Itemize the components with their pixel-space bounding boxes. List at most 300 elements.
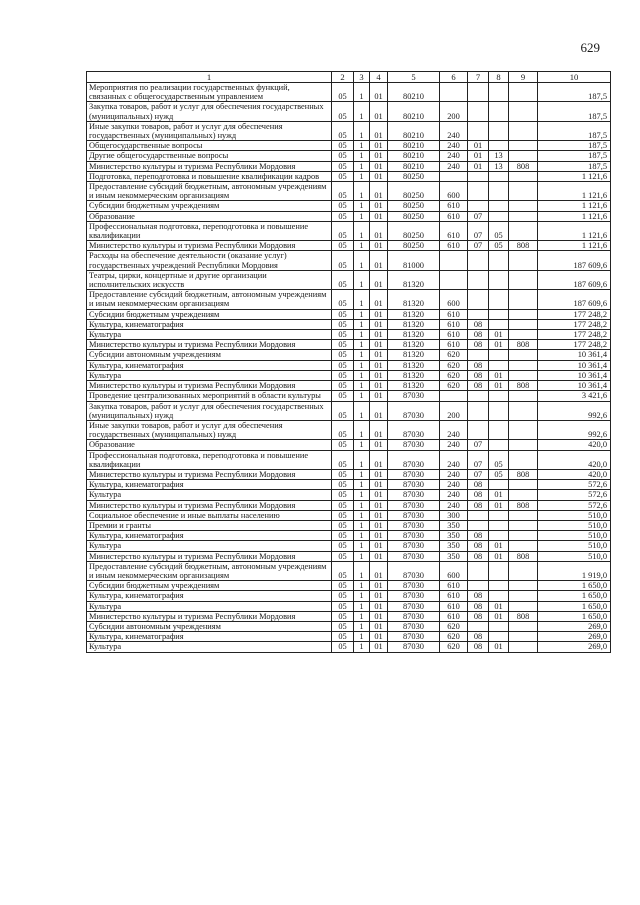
cell-name: Министерство культуры и туризма Республики Мордовия (87, 551, 332, 561)
cell-name: Социальное обеспечение и иные выплаты населению (87, 510, 332, 520)
cell-code-subsection: 05 (489, 241, 509, 251)
cell-code-program: 05 (332, 520, 354, 530)
cell-code-subprogram: 1 (354, 182, 370, 201)
cell-code-subsection (489, 270, 509, 289)
table-row (87, 480, 611, 490)
header-cell-code-main-event: 4 (370, 72, 388, 83)
cell-code-subprogram: 1 (354, 161, 370, 171)
table-row (87, 340, 611, 350)
cell-code-ministry: 808 (509, 241, 538, 251)
cell-name: Культура (87, 330, 332, 340)
cell-code-subsection (489, 171, 509, 181)
cell-code-direction: 81320 (388, 350, 440, 360)
cell-code-program: 05 (332, 561, 354, 580)
cell-amount: 1 121,6 (538, 211, 611, 221)
cell-code-direction: 81320 (388, 309, 440, 319)
cell-code-subprogram: 1 (354, 469, 370, 479)
cell-amount: 1 121,6 (538, 241, 611, 251)
table-row (87, 469, 611, 479)
cell-code-expense-type: 350 (440, 531, 468, 541)
cell-code-program: 05 (332, 591, 354, 601)
cell-code-program: 05 (332, 450, 354, 469)
cell-code-main-event: 01 (370, 102, 388, 121)
cell-code-subsection (489, 102, 509, 121)
cell-code-main-event: 01 (370, 83, 388, 102)
table-row (87, 401, 611, 420)
cell-code-expense-type: 620 (440, 632, 468, 642)
table-row (87, 270, 611, 289)
cell-code-ministry (509, 601, 538, 611)
cell-code-ministry (509, 621, 538, 631)
cell-code-main-event: 01 (370, 161, 388, 171)
cell-code-subsection: 05 (489, 221, 509, 240)
cell-code-subsection (489, 401, 509, 420)
cell-code-expense-type: 620 (440, 360, 468, 370)
cell-code-ministry (509, 221, 538, 240)
cell-code-main-event: 01 (370, 171, 388, 181)
cell-code-ministry (509, 350, 538, 360)
table-header-row (87, 72, 611, 83)
cell-code-direction: 87030 (388, 561, 440, 580)
cell-code-expense-type: 240 (440, 420, 468, 439)
cell-amount: 1 650,0 (538, 601, 611, 611)
cell-code-direction: 81320 (388, 330, 440, 340)
cell-amount: 177 248,2 (538, 340, 611, 350)
cell-code-section: 08 (468, 360, 489, 370)
cell-code-subprogram: 1 (354, 601, 370, 611)
cell-code-subprogram: 1 (354, 420, 370, 439)
cell-code-expense-type: 350 (440, 520, 468, 530)
cell-code-main-event: 01 (370, 221, 388, 240)
table-row (87, 541, 611, 551)
cell-code-subprogram: 1 (354, 121, 370, 140)
table-row (87, 531, 611, 541)
cell-code-ministry (509, 401, 538, 420)
cell-name: Культура (87, 642, 332, 652)
cell-code-direction: 80250 (388, 201, 440, 211)
cell-code-main-event: 01 (370, 531, 388, 541)
cell-code-subprogram: 1 (354, 102, 370, 121)
cell-name: Министерство культуры и туризма Республики Мордовия (87, 500, 332, 510)
cell-name: Министерство культуры и туризма Республики Мордовия (87, 241, 332, 251)
cell-code-subsection: 05 (489, 469, 509, 479)
cell-code-main-event: 01 (370, 581, 388, 591)
cell-name: Культура, кинематография (87, 360, 332, 370)
cell-code-ministry: 808 (509, 469, 538, 479)
cell-code-ministry (509, 541, 538, 551)
cell-amount: 177 248,2 (538, 319, 611, 329)
cell-name: Предоставление субсидий бюджетным, автономным учреждениям и иным некоммерческим организациям (87, 561, 332, 580)
cell-code-program: 05 (332, 551, 354, 561)
cell-amount: 510,0 (538, 510, 611, 520)
cell-code-expense-type: 610 (440, 340, 468, 350)
table-row (87, 591, 611, 601)
cell-code-expense-type: 610 (440, 309, 468, 319)
cell-amount: 10 361,4 (538, 350, 611, 360)
cell-code-subprogram: 1 (354, 551, 370, 561)
cell-code-program: 05 (332, 401, 354, 420)
table-row (87, 642, 611, 652)
cell-code-subprogram: 1 (354, 83, 370, 102)
cell-code-direction: 81320 (388, 381, 440, 391)
cell-code-expense-type: 610 (440, 611, 468, 621)
table-row (87, 510, 611, 520)
cell-name: Закупка товаров, работ и услуг для обеспечения государственных (муниципальных) нужд (87, 102, 332, 121)
cell-amount: 187,5 (538, 121, 611, 140)
cell-code-expense-type: 600 (440, 182, 468, 201)
table-row (87, 551, 611, 561)
cell-code-main-event: 01 (370, 490, 388, 500)
cell-code-section (468, 102, 489, 121)
cell-name: Субсидии бюджетным учреждениям (87, 309, 332, 319)
cell-code-subsection (489, 360, 509, 370)
cell-code-section (468, 201, 489, 211)
cell-code-subprogram: 1 (354, 490, 370, 500)
cell-amount: 10 361,4 (538, 360, 611, 370)
cell-code-ministry (509, 391, 538, 401)
cell-code-main-event: 01 (370, 440, 388, 450)
table-row (87, 221, 611, 240)
cell-code-direction: 87030 (388, 510, 440, 520)
cell-code-direction: 87030 (388, 591, 440, 601)
cell-code-main-event: 01 (370, 632, 388, 642)
cell-name: Министерство культуры и туризма Республики Мордовия (87, 611, 332, 621)
cell-code-direction: 87030 (388, 480, 440, 490)
cell-code-program: 05 (332, 601, 354, 611)
cell-code-subprogram: 1 (354, 510, 370, 520)
cell-code-expense-type (440, 270, 468, 289)
cell-code-main-event: 01 (370, 420, 388, 439)
cell-code-expense-type: 300 (440, 510, 468, 520)
cell-code-ministry (509, 480, 538, 490)
cell-code-program: 05 (332, 182, 354, 201)
cell-code-subsection (489, 510, 509, 520)
cell-code-expense-type: 240 (440, 469, 468, 479)
cell-code-section (468, 391, 489, 401)
cell-code-section: 08 (468, 330, 489, 340)
cell-amount: 187,5 (538, 151, 611, 161)
cell-code-section (468, 401, 489, 420)
cell-code-ministry (509, 201, 538, 211)
cell-code-expense-type: 610 (440, 591, 468, 601)
cell-code-program: 05 (332, 531, 354, 541)
cell-code-expense-type: 610 (440, 601, 468, 611)
cell-amount: 510,0 (538, 520, 611, 530)
cell-amount: 187,5 (538, 141, 611, 151)
header-cell-code-subsection: 8 (489, 72, 509, 83)
cell-code-ministry (509, 270, 538, 289)
cell-code-expense-type: 610 (440, 201, 468, 211)
cell-code-subsection (489, 83, 509, 102)
cell-code-ministry (509, 141, 538, 151)
cell-code-ministry (509, 642, 538, 652)
cell-code-subsection (489, 591, 509, 601)
table-row (87, 83, 611, 102)
cell-code-ministry (509, 490, 538, 500)
cell-code-subprogram: 1 (354, 319, 370, 329)
cell-code-section (468, 290, 489, 309)
cell-name: Культура (87, 541, 332, 551)
cell-amount: 187 609,6 (538, 290, 611, 309)
cell-code-program: 05 (332, 201, 354, 211)
cell-code-main-event: 01 (370, 551, 388, 561)
cell-code-subsection (489, 621, 509, 631)
table-row (87, 161, 611, 171)
cell-code-program: 05 (332, 241, 354, 251)
cell-code-ministry: 808 (509, 340, 538, 350)
cell-code-ministry (509, 151, 538, 161)
cell-code-main-event: 01 (370, 151, 388, 161)
cell-name: Мероприятия по реализации государственных функций, связанных с общегосударственным управлением (87, 83, 332, 102)
cell-code-direction: 80210 (388, 83, 440, 102)
cell-code-program: 05 (332, 490, 354, 500)
cell-code-subprogram: 1 (354, 171, 370, 181)
cell-name: Общегосударственные вопросы (87, 141, 332, 151)
cell-code-subsection (489, 121, 509, 140)
cell-code-direction: 87030 (388, 601, 440, 611)
cell-code-expense-type (440, 83, 468, 102)
table-row (87, 581, 611, 591)
cell-amount: 177 248,2 (538, 330, 611, 340)
cell-code-subprogram: 1 (354, 440, 370, 450)
cell-amount: 269,0 (538, 621, 611, 631)
cell-name: Иные закупки товаров, работ и услуг для обеспечения государственных (муниципальных) нужд (87, 121, 332, 140)
table-row (87, 121, 611, 140)
cell-code-subprogram: 1 (354, 151, 370, 161)
table-row (87, 171, 611, 181)
cell-code-section: 08 (468, 381, 489, 391)
cell-amount: 572,6 (538, 480, 611, 490)
cell-code-expense-type: 600 (440, 290, 468, 309)
cell-code-ministry (509, 420, 538, 439)
cell-code-ministry (509, 450, 538, 469)
table-row (87, 241, 611, 251)
cell-code-subprogram: 1 (354, 531, 370, 541)
table-row (87, 520, 611, 530)
cell-code-subsection (489, 201, 509, 211)
table-row (87, 309, 611, 319)
table-row (87, 381, 611, 391)
cell-code-section (468, 621, 489, 631)
cell-code-direction: 87030 (388, 551, 440, 561)
header-cell-code-subprogram: 3 (354, 72, 370, 83)
cell-code-program: 05 (332, 251, 354, 270)
cell-code-direction: 87030 (388, 420, 440, 439)
cell-amount: 269,0 (538, 642, 611, 652)
table-row (87, 211, 611, 221)
cell-code-subsection: 01 (489, 370, 509, 380)
cell-code-section: 07 (468, 241, 489, 251)
cell-code-ministry (509, 330, 538, 340)
header-cell-code-ministry: 9 (509, 72, 538, 83)
cell-code-subsection (489, 319, 509, 329)
cell-code-section: 08 (468, 611, 489, 621)
cell-code-main-event: 01 (370, 270, 388, 289)
cell-code-expense-type: 240 (440, 161, 468, 171)
cell-code-subprogram: 1 (354, 270, 370, 289)
cell-code-subprogram: 1 (354, 251, 370, 270)
cell-code-section: 08 (468, 490, 489, 500)
cell-amount: 187,5 (538, 83, 611, 102)
cell-code-main-event: 01 (370, 319, 388, 329)
cell-code-main-event: 01 (370, 591, 388, 601)
table-row (87, 370, 611, 380)
cell-code-direction: 80210 (388, 102, 440, 121)
cell-code-expense-type: 610 (440, 221, 468, 240)
cell-code-main-event: 01 (370, 601, 388, 611)
cell-name: Театры, цирки, концертные и другие организации исполнительских искусств (87, 270, 332, 289)
cell-code-direction: 87030 (388, 642, 440, 652)
cell-code-direction: 81320 (388, 340, 440, 350)
table-row (87, 350, 611, 360)
cell-code-expense-type: 200 (440, 401, 468, 420)
table-row (87, 561, 611, 580)
cell-amount: 510,0 (538, 551, 611, 561)
cell-code-section: 07 (468, 469, 489, 479)
table-row (87, 141, 611, 151)
table-row (87, 319, 611, 329)
table-row (87, 330, 611, 340)
cell-code-main-event: 01 (370, 309, 388, 319)
cell-amount: 420,0 (538, 450, 611, 469)
cell-code-section (468, 309, 489, 319)
cell-code-program: 05 (332, 309, 354, 319)
cell-code-ministry (509, 561, 538, 580)
cell-code-ministry (509, 182, 538, 201)
cell-code-section (468, 171, 489, 181)
cell-code-program: 05 (332, 541, 354, 551)
cell-code-direction: 87030 (388, 520, 440, 530)
cell-name: Образование (87, 211, 332, 221)
cell-code-main-event: 01 (370, 340, 388, 350)
cell-code-direction: 80250 (388, 182, 440, 201)
cell-amount: 1 650,0 (538, 611, 611, 621)
cell-amount: 420,0 (538, 469, 611, 479)
cell-code-subprogram: 1 (354, 611, 370, 621)
cell-code-subprogram: 1 (354, 241, 370, 251)
cell-code-direction: 87030 (388, 581, 440, 591)
cell-code-direction: 80210 (388, 141, 440, 151)
cell-code-main-event: 01 (370, 381, 388, 391)
header-cell-code-expense-type: 6 (440, 72, 468, 83)
cell-amount: 187 609,6 (538, 251, 611, 270)
cell-code-subsection: 01 (489, 642, 509, 652)
cell-code-ministry (509, 360, 538, 370)
cell-code-ministry (509, 309, 538, 319)
cell-code-expense-type (440, 391, 468, 401)
cell-code-direction: 81320 (388, 270, 440, 289)
cell-code-section (468, 350, 489, 360)
cell-code-direction: 87030 (388, 450, 440, 469)
cell-code-program: 05 (332, 221, 354, 240)
header-cell-code-section: 7 (468, 72, 489, 83)
cell-code-ministry (509, 290, 538, 309)
cell-code-subprogram: 1 (354, 370, 370, 380)
cell-code-expense-type: 620 (440, 621, 468, 631)
cell-code-subsection (489, 420, 509, 439)
cell-code-program: 05 (332, 381, 354, 391)
cell-code-program: 05 (332, 420, 354, 439)
cell-code-direction: 81320 (388, 319, 440, 329)
cell-code-subsection (489, 632, 509, 642)
cell-code-program: 05 (332, 480, 354, 490)
cell-code-ministry (509, 632, 538, 642)
cell-amount: 187 609,6 (538, 270, 611, 289)
cell-code-subsection: 01 (489, 601, 509, 611)
cell-name: Культура, кинематография (87, 591, 332, 601)
cell-code-program: 05 (332, 161, 354, 171)
cell-code-section: 08 (468, 340, 489, 350)
cell-code-ministry: 808 (509, 381, 538, 391)
cell-name: Закупка товаров, работ и услуг для обеспечения государственных (муниципальных) нужд (87, 401, 332, 420)
cell-name: Культура (87, 490, 332, 500)
cell-code-subsection (489, 182, 509, 201)
cell-code-subprogram: 1 (354, 330, 370, 340)
cell-code-section (468, 270, 489, 289)
cell-code-main-event: 01 (370, 541, 388, 551)
cell-name: Расходы на обеспечение деятельности (оказание услуг) государственных учреждений Республики Мордовия (87, 251, 332, 270)
cell-code-subprogram: 1 (354, 642, 370, 652)
cell-code-program: 05 (332, 469, 354, 479)
cell-name: Культура (87, 370, 332, 380)
cell-name: Субсидии бюджетным учреждениям (87, 201, 332, 211)
cell-code-ministry: 808 (509, 551, 538, 561)
cell-code-section: 08 (468, 370, 489, 380)
table-row (87, 420, 611, 439)
header-cell-amount: 10 (538, 72, 611, 83)
cell-code-section (468, 581, 489, 591)
cell-code-section (468, 520, 489, 530)
cell-code-section: 08 (468, 531, 489, 541)
cell-name: Профессиональная подготовка, переподготовка и повышение квалификации (87, 221, 332, 240)
table-body (87, 83, 611, 653)
cell-code-section: 08 (468, 541, 489, 551)
cell-code-expense-type: 240 (440, 450, 468, 469)
cell-code-program: 05 (332, 360, 354, 370)
cell-code-ministry (509, 251, 538, 270)
cell-code-section: 08 (468, 642, 489, 652)
cell-code-subprogram: 1 (354, 520, 370, 530)
table-row (87, 391, 611, 401)
cell-code-expense-type: 240 (440, 121, 468, 140)
cell-code-subsection (489, 290, 509, 309)
cell-code-section: 07 (468, 440, 489, 450)
cell-amount: 1 121,6 (538, 221, 611, 240)
cell-code-main-event: 01 (370, 611, 388, 621)
cell-name: Министерство культуры и туризма Республики Мордовия (87, 161, 332, 171)
table-row (87, 450, 611, 469)
cell-code-direction: 81320 (388, 290, 440, 309)
cell-code-program: 05 (332, 632, 354, 642)
cell-amount: 510,0 (538, 541, 611, 551)
cell-code-expense-type: 240 (440, 440, 468, 450)
cell-name: Министерство культуры и туризма Республики Мордовия (87, 340, 332, 350)
cell-code-program: 05 (332, 151, 354, 161)
cell-code-program: 05 (332, 621, 354, 631)
header-cell-name: 1 (87, 72, 332, 83)
cell-code-section: 01 (468, 151, 489, 161)
cell-code-program: 05 (332, 330, 354, 340)
table-row (87, 151, 611, 161)
cell-code-expense-type: 240 (440, 480, 468, 490)
cell-code-direction: 80210 (388, 161, 440, 171)
cell-amount: 1 121,6 (538, 182, 611, 201)
table-row (87, 440, 611, 450)
cell-name: Премии и гранты (87, 520, 332, 530)
cell-code-direction: 87030 (388, 500, 440, 510)
cell-code-subsection: 01 (489, 500, 509, 510)
cell-code-main-event: 01 (370, 201, 388, 211)
